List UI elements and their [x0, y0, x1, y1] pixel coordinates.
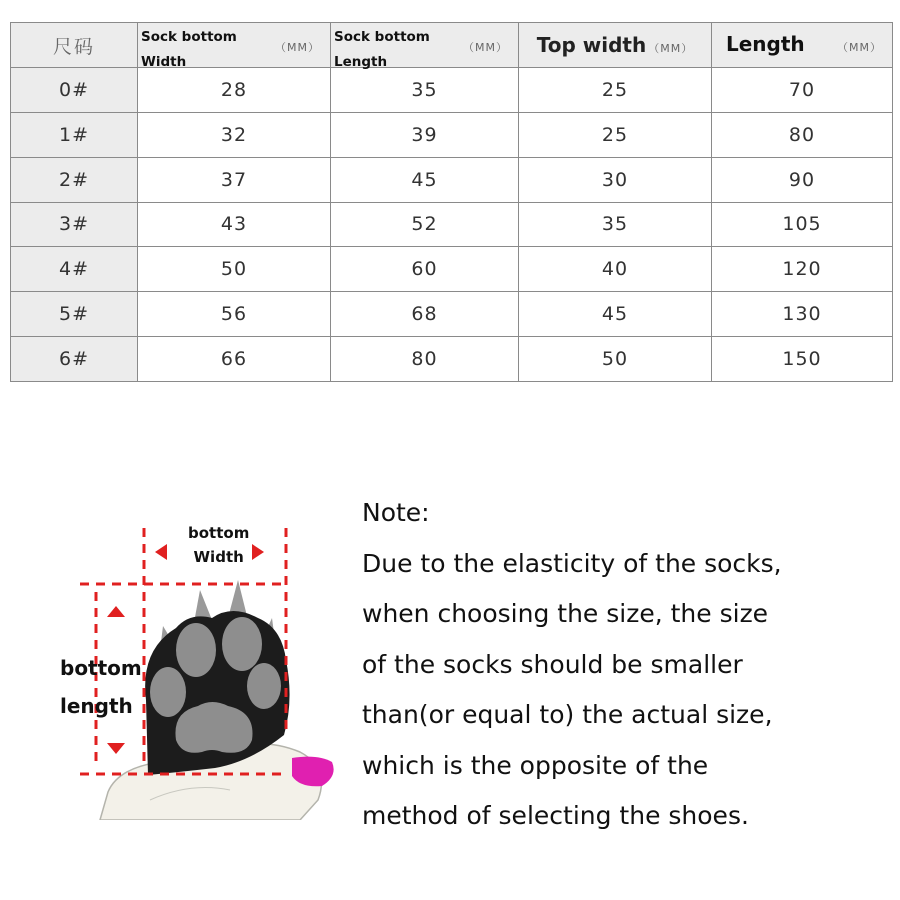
- table-cell: 130: [712, 292, 893, 337]
- table-cell: 30: [519, 157, 712, 202]
- header-sock-bottom-length: [331, 23, 519, 68]
- table-cell: 25: [519, 68, 712, 113]
- arrow-up-icon: [107, 606, 125, 617]
- table-row: [11, 202, 893, 247]
- arrow-down-icon: [107, 743, 125, 754]
- table-cell: 105: [712, 202, 893, 247]
- header-col4-unit: （MM）: [837, 41, 882, 54]
- sizing-note: [362, 488, 892, 842]
- table-cell: 90: [712, 157, 893, 202]
- toe-pad: [176, 623, 216, 677]
- note-line: when choosing the size, the size: [362, 599, 769, 628]
- paw-measurement-diagram: [0, 500, 345, 820]
- note-line: Due to the elasticity of the socks,: [362, 548, 782, 578]
- table-cell: 28: [138, 68, 331, 113]
- header-length: [712, 23, 893, 68]
- header-col1-line1: Sock bottom: [141, 29, 237, 45]
- toe-tip-shape: [292, 757, 334, 787]
- table-row: [11, 157, 893, 202]
- header-col2-unit: （MM）: [463, 41, 508, 54]
- table-cell: 37: [138, 157, 331, 202]
- header-size: [11, 23, 138, 68]
- size-cell: 6#: [11, 337, 138, 382]
- header-size-label: 尺码: [52, 35, 95, 58]
- header-col3-unit: （MM）: [648, 41, 694, 55]
- toe-pad: [150, 667, 186, 717]
- table-cell: 50: [519, 337, 712, 382]
- toe-pad: [222, 617, 262, 671]
- table-cell: 80: [712, 112, 893, 157]
- table-cell: 45: [519, 292, 712, 337]
- header-sock-bottom-width: [138, 23, 331, 68]
- header-col3-label: Top width: [536, 33, 647, 57]
- table-cell: 40: [519, 247, 712, 292]
- size-cell: 5#: [11, 292, 138, 337]
- paw-illustration: [0, 500, 345, 820]
- width-label-line1: bottom: [188, 524, 250, 542]
- header-col1-line2: Width: [141, 54, 187, 70]
- size-cell: 3#: [11, 202, 138, 247]
- table-cell: 32: [138, 112, 331, 157]
- table-cell: 80: [331, 337, 519, 382]
- arrow-right-icon: [252, 544, 264, 560]
- table-cell: 66: [138, 337, 331, 382]
- toe-pad: [247, 663, 281, 709]
- table-header-row: [11, 23, 893, 68]
- table-cell: 45: [331, 157, 519, 202]
- length-label-line2: length: [60, 694, 133, 718]
- table-cell: 25: [519, 112, 712, 157]
- table-cell: 50: [138, 247, 331, 292]
- table-row: [11, 337, 893, 382]
- table-cell: 43: [138, 202, 331, 247]
- header-col2-line2: Length: [334, 54, 388, 70]
- header-col1-unit: （MM）: [275, 41, 320, 54]
- note-line: than(or equal to) the actual size,: [362, 700, 773, 729]
- note-line: of the socks should be smaller: [362, 649, 743, 679]
- header-col2-line1: Sock bottom: [334, 29, 430, 45]
- length-label-line1: bottom: [60, 656, 142, 680]
- table-row: [11, 112, 893, 157]
- table-cell: 68: [331, 292, 519, 337]
- table-cell: 70: [712, 68, 893, 113]
- size-cell: 1#: [11, 112, 138, 157]
- note-line: method of selecting the shoes.: [362, 801, 749, 830]
- table-row: [11, 292, 893, 337]
- width-label-line2: Width: [193, 548, 244, 566]
- bottom-length-label: [60, 649, 142, 725]
- arrow-left-icon: [155, 544, 167, 560]
- header-col4-label: Length: [726, 32, 805, 56]
- bottom-width-label: [188, 521, 249, 569]
- size-cell: 0#: [11, 68, 138, 113]
- note-line: which is the opposite of the: [362, 750, 709, 780]
- note-title: Note:: [362, 498, 430, 527]
- table-cell: 35: [331, 68, 519, 113]
- table-cell: 150: [712, 337, 893, 382]
- table-cell: 60: [331, 247, 519, 292]
- table-cell: 120: [712, 247, 893, 292]
- table-cell: 56: [138, 292, 331, 337]
- table-cell: 35: [519, 202, 712, 247]
- size-cell: 4#: [11, 247, 138, 292]
- size-table: [10, 22, 893, 382]
- table-cell: 52: [331, 202, 519, 247]
- table-row: [11, 247, 893, 292]
- table-cell: 39: [331, 112, 519, 157]
- size-cell: 2#: [11, 157, 138, 202]
- header-top-width: [519, 23, 712, 68]
